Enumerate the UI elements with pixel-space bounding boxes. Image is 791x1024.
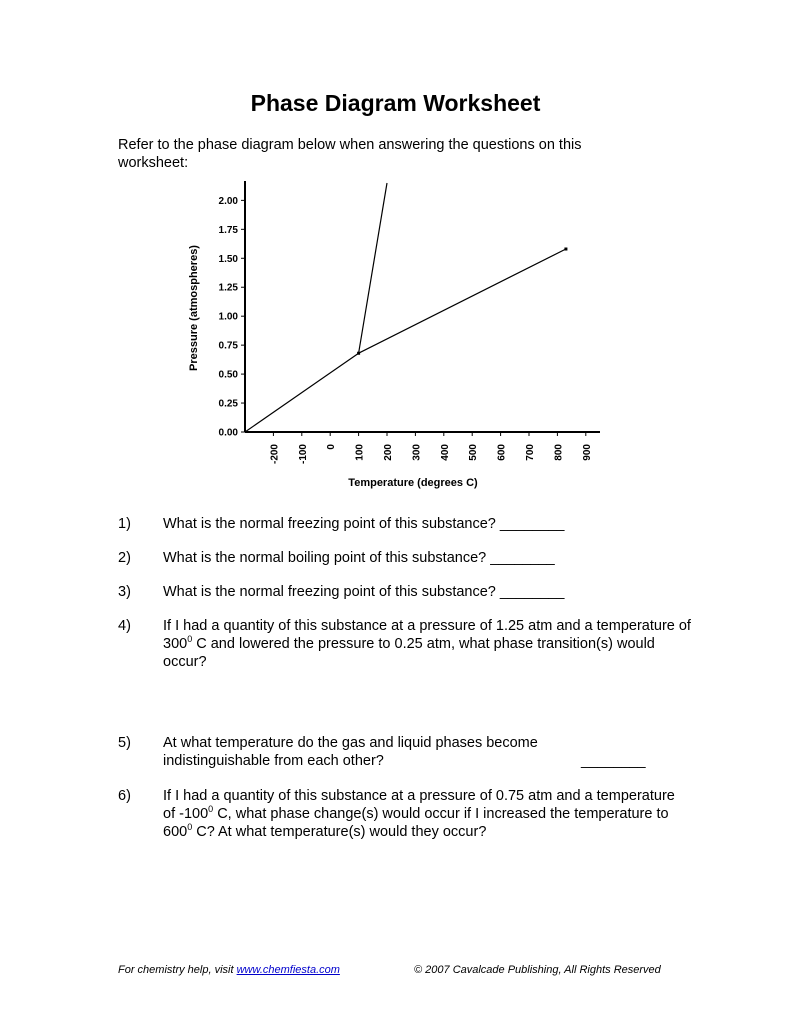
x-axis-label: Temperature (degrees C) (348, 477, 478, 489)
y-tick-label: 0.50 (218, 369, 238, 381)
phase-point-2 (564, 248, 567, 251)
x-tick-label: -200 (269, 444, 281, 465)
question-text: At what temperature do the gas and liquid phases become indistinguishable from each other? (163, 735, 538, 769)
x-tick-label: 800 (553, 444, 565, 461)
x-tick-label: 100 (354, 444, 366, 461)
answer-blank: ________ (499, 584, 565, 600)
y-tick-label: 2.00 (218, 195, 238, 207)
question-number: 6) (118, 788, 131, 804)
degree-superscript: 0 (208, 804, 214, 815)
x-tick-label: 200 (383, 444, 394, 461)
x-axis-ticks (269, 432, 592, 464)
degree-superscript: 0 (187, 822, 193, 833)
x-tick-label: 400 (439, 444, 451, 461)
x-tick-label: 900 (581, 444, 593, 461)
x-tick-label: 700 (525, 444, 536, 461)
y-tick-label: 1.00 (218, 311, 238, 323)
y-tick-label: 0.25 (218, 398, 238, 410)
y-tick-label: 0.00 (218, 427, 238, 439)
question-text-part-c: C? At what temperature(s) would they occur? (192, 824, 487, 840)
phase-point-1 (357, 352, 360, 355)
phase-diagram-chart (180, 175, 620, 495)
question-text: What is the normal boiling point of this substance? (163, 550, 491, 566)
degree-superscript: 0 (187, 634, 193, 645)
phase-boundary-lines (245, 183, 566, 432)
x-tick-label: 600 (496, 444, 508, 461)
x-tick-label: 0 (326, 444, 338, 450)
x-tick-label: 500 (468, 444, 480, 461)
y-axis-label: Pressure (atmospheres) (188, 245, 200, 371)
question-number: 2) (118, 550, 131, 566)
answer-blank: ________ (581, 753, 646, 769)
question-text-part-b: C and lowered the pressure to 0.25 atm, what phase transition(s) would occur? (163, 636, 655, 670)
footer-link[interactable]: www.chemfiesta.com (236, 964, 340, 976)
question-number: 1) (118, 516, 131, 532)
y-tick-label: 1.75 (218, 224, 238, 236)
question-text: What is the normal freezing point of this substance? (163, 584, 500, 600)
x-tick-label: 300 (411, 444, 423, 461)
phase-line-3 (359, 249, 566, 353)
intro-text: Refer to the phase diagram below when answering the questions on this worksheet: (118, 137, 582, 171)
question-number: 3) (118, 584, 131, 600)
y-tick-label: 0.75 (218, 340, 238, 352)
footer-copyright: © 2007 Cavalcade Publishing, All Rights Reserved (414, 964, 661, 976)
question-text-part-b: C, what phase change(s) would occur if I increased the temperature to 600 (163, 806, 669, 840)
page-title: Phase Diagram Worksheet (250, 90, 541, 116)
answer-blank: ________ (499, 516, 565, 532)
footer-help-text: For chemistry help, visit (118, 964, 237, 976)
phase-line-2 (359, 183, 387, 353)
question-text: What is the normal freezing point of this substance? (163, 516, 500, 532)
question-number: 5) (118, 735, 131, 751)
y-axis-ticks (219, 196, 245, 439)
answer-blank: ________ (490, 550, 555, 566)
y-tick-label: 1.50 (218, 253, 238, 265)
phase-line-1 (245, 353, 359, 432)
question-number: 4) (118, 618, 131, 634)
x-tick-label: -100 (297, 444, 309, 465)
footer-help (118, 964, 340, 976)
y-tick-label: 1.25 (218, 282, 238, 294)
question-text-part-a: If I had a quantity of this substance at a pressure of 0.75 atm and a temperature of -100 (163, 788, 675, 822)
question-text-part-a: If I had a quantity of this substance at a pressure of 1.25 atm and a temperature of 300 (163, 618, 691, 652)
